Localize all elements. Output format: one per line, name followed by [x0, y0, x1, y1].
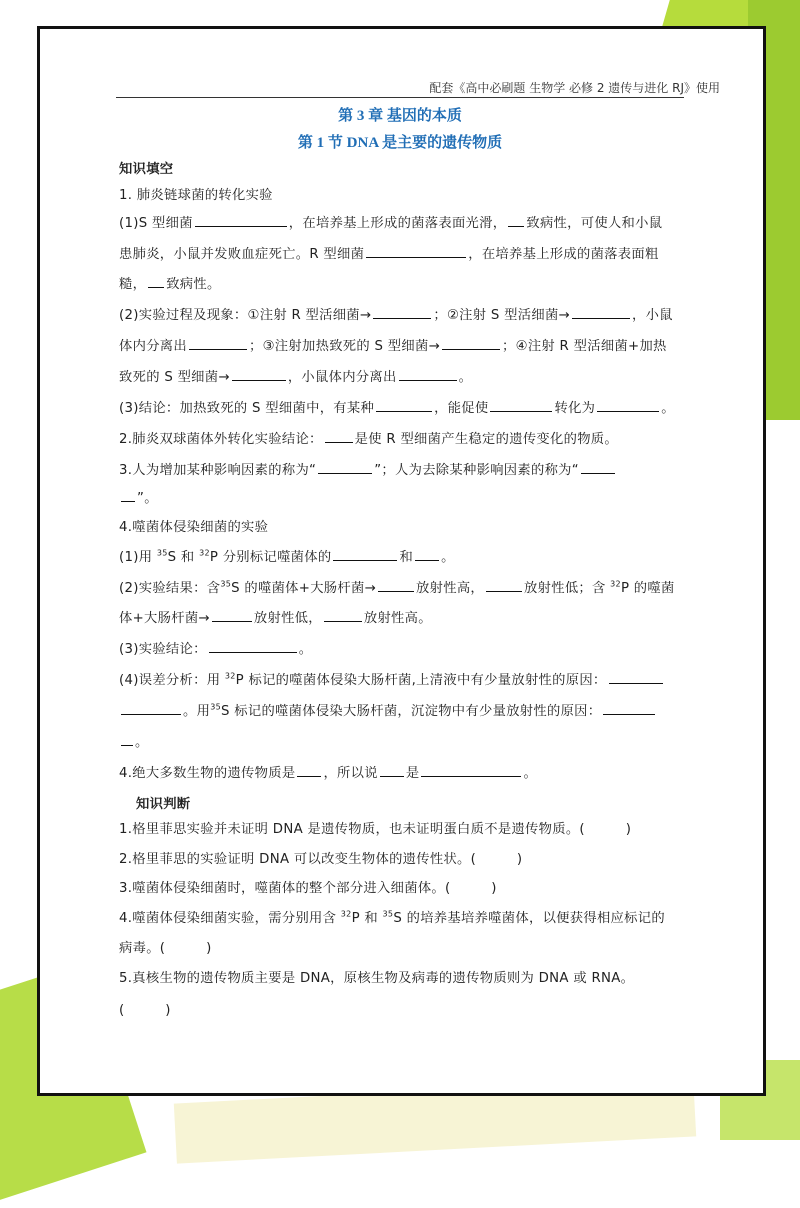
- answer-blank[interactable]: [189, 336, 247, 350]
- answer-blank[interactable]: [486, 578, 522, 592]
- answer-blank[interactable]: [121, 732, 133, 746]
- answer-blank[interactable]: [572, 305, 630, 319]
- heading-judge: 知识判断: [136, 797, 191, 812]
- q4-line1: (1)用 $^{35}$S 和 $^{32}$P 分别标记噬菌体的 和 。: [119, 548, 455, 565]
- answer-blank[interactable]: [324, 608, 362, 622]
- answer-blank[interactable]: [421, 763, 521, 777]
- judge-item-4-line1: 4.噬菌体侵染细菌实验，需分别用含 $^{32}$P 和 $^{35}$S 的培养基培养噬菌体，以便获得相应标记的: [119, 909, 665, 926]
- answer-blank[interactable]: [508, 213, 524, 227]
- answer-blank[interactable]: [399, 367, 457, 381]
- answer-blank[interactable]: [121, 701, 181, 715]
- answer-blank[interactable]: [148, 274, 164, 288]
- answer-blank[interactable]: [209, 639, 297, 653]
- q1-line6: 致死的 S 型细菌→ ，小鼠体内分离出 。: [119, 366, 472, 385]
- judge-item-5-line1: 5.真核生物的遗传物质主要是 DNA，原核生物及病毒的遗传物质则为 DNA 或 RNA。: [119, 971, 635, 986]
- q4-line3: 体+大肠杆菌→ 放射性低， 放射性高。: [119, 607, 432, 626]
- answer-blank[interactable]: [442, 336, 500, 350]
- answer-blank[interactable]: [195, 213, 287, 227]
- answer-blank[interactable]: [232, 367, 286, 381]
- answer-blank[interactable]: [212, 608, 252, 622]
- answer-blank[interactable]: [373, 305, 431, 319]
- answer-blank[interactable]: [325, 429, 353, 443]
- section-title: 第 1 节 DNA 是主要的遗传物质: [297, 135, 503, 151]
- answer-blank[interactable]: [415, 547, 439, 561]
- heading-fill: 知识填空: [119, 162, 174, 177]
- judge-item: 2.格里菲思的实验证明 DNA 可以改变生物体的遗传性状。( ): [119, 852, 523, 867]
- q5-line: 4.绝大多数生物的遗传物质是 ，所以说 是 。: [119, 762, 537, 781]
- answer-blank[interactable]: [297, 763, 321, 777]
- q1-line3: 糙， 致病性。: [119, 273, 221, 292]
- answer-blank[interactable]: [318, 460, 372, 474]
- answer-blank[interactable]: [333, 547, 397, 561]
- q4-line4: (3)实验结论： 。: [119, 638, 312, 657]
- answer-blank[interactable]: [603, 701, 655, 715]
- judge-item: 1.格里菲思实验并未证明 DNA 是遗传物质，也未证明蛋白质不是遗传物质。( ): [119, 822, 632, 837]
- q4-line6: 。用$^{35}$S 标记的噬菌体侵染大肠杆菌，沉淀物中有少量放射性的原因：: [119, 700, 657, 719]
- answer-blank[interactable]: [378, 578, 414, 592]
- q2-line: 2.肺炎双球菌体外转化实验结论： 是使 R 型细菌产生稳定的遗传变化的物质。: [119, 428, 618, 447]
- judge-item: 3.噬菌体侵染细菌时，噬菌体的整个部分进入细菌体。( ): [119, 881, 497, 896]
- answer-blank[interactable]: [121, 488, 135, 502]
- answer-blank[interactable]: [609, 670, 663, 684]
- answer-blank[interactable]: [581, 460, 615, 474]
- chapter-title: 第 3 章 基因的本质: [338, 108, 462, 124]
- q3-line2: ”。: [119, 487, 158, 506]
- q1-line4: (2)实验过程及现象：①注射 R 型活细菌→ ；②注射 S 型活细菌→ ，小鼠: [119, 304, 673, 323]
- source-note: 配套《高中必刷题 生物学 必修 2 遗传与进化 RJ》使用: [429, 81, 720, 95]
- q4-line2: (2)实验结果：含$^{35}$S 的噬菌体+大肠杆菌→ 放射性高， 放射性低；含 $^{32}$P 的噬菌: [119, 579, 675, 596]
- q1-title: 1. 肺炎链球菌的转化实验: [119, 188, 273, 203]
- header-divider: [116, 97, 684, 98]
- answer-blank[interactable]: [366, 244, 466, 258]
- answer-blank[interactable]: [380, 763, 404, 777]
- q1-line2: 患肺炎，小鼠并发败血症死亡。R 型细菌 ，在培养基上形成的菌落表面粗: [119, 243, 659, 262]
- q1-line7: (3)结论：加热致死的 S 型细菌中，有某种 ，能促使 转化为 。: [119, 397, 675, 416]
- q3-line1: 3.人为增加某种影响因素的称为“ ”；人为去除某种影响因素的称为“: [119, 459, 617, 478]
- judge-item-5-line2: ( ): [119, 1003, 171, 1018]
- judge-item-4-line2: 病毒。( ): [119, 941, 212, 956]
- q4-line5: (4)误差分析：用 $^{32}$P 标记的噬菌体侵染大肠杆菌,上清液中有少量放射性的原因：: [119, 669, 665, 688]
- q1-line5: 体内分离出 ；③注射加热致死的 S 型细菌→ ；④注射 R 型活细菌+加热: [119, 335, 667, 354]
- q1-line1: (1)S 型细菌 ，在培养基上形成的菌落表面光滑， 致病性，可使人和小鼠: [119, 212, 662, 231]
- answer-blank[interactable]: [376, 398, 432, 412]
- answer-blank[interactable]: [597, 398, 659, 412]
- answer-blank[interactable]: [490, 398, 552, 412]
- q4-line7: 。: [119, 731, 149, 750]
- q4-title: 4.噬菌体侵染细菌的实验: [119, 520, 269, 535]
